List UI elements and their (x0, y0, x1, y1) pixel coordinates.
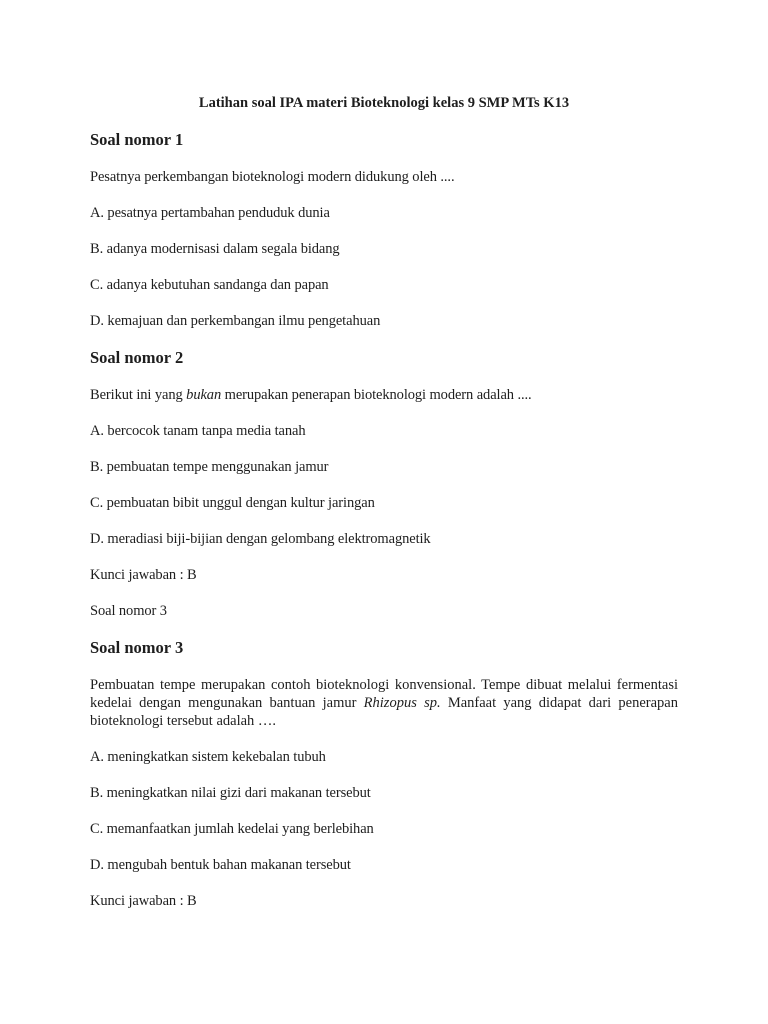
question-2-option-b: B. pembuatan tempe menggunakan jamur (90, 459, 329, 475)
question-3-option-a: A. meningkatkan sistem kekebalan tubuh (90, 749, 326, 765)
question-1-option-a: A. pesatnya pertambahan penduduk dunia (90, 205, 330, 221)
question-3-heading: Soal nomor 3 (90, 638, 184, 657)
question-3-text-pre: Pembuatan tempe merupakan contoh bioteknologi konvensional. Tempe dibuat melalui fermentasi kedelai dengan mengunakan bantuan jamur (90, 677, 678, 711)
document-title: Latihan soal IPA materi Bioteknologi kelas 9 SMP MTs K13 (198, 95, 570, 111)
question-2-heading: Soal nomor 2 (90, 348, 184, 367)
question-3-option-c: C. memanfaatkan jumlah kedelai yang berlebihan (90, 821, 374, 837)
question-1-text: Pesatnya perkembangan bioteknologi modern didukung oleh .... (90, 169, 455, 185)
question-1-heading: Soal nomor 1 (90, 130, 184, 149)
question-2-text-post: merupakan penerapan bioteknologi modern adalah .... (221, 387, 532, 403)
question-3-option-b: B. meningkatkan nilai gizi dari makanan tersebut (90, 785, 371, 801)
question-3-text-post: Manfaat yang didapat dari penerapan bioteknologi tersebut adalah …. (90, 695, 678, 729)
question-2-text-pre: Berikut ini yang (90, 387, 187, 403)
question-2-option-d: D. meradiasi biji-bijian dengan gelombang elektromagnetik (90, 531, 431, 547)
question-1-option-b: B. adanya modernisasi dalam segala bidang (90, 241, 340, 257)
question-2-text-emphasis: bukan (186, 387, 222, 403)
question-2-option-a: A. bercocok tanam tanpa media tanah (90, 423, 306, 439)
question-2-text (90, 386, 532, 404)
question-2-option-c: C. pembuatan bibit unggul dengan kultur jaringan (90, 495, 375, 511)
question-3-text-emphasis: Rhizopus sp. (363, 695, 441, 711)
question-3-answer-key: Kunci jawaban : B (90, 893, 197, 909)
question-1-option-d: D. kemajuan dan perkembangan ilmu pengetahuan (90, 313, 381, 329)
question-2-answer-key: Kunci jawaban : B (90, 567, 197, 583)
question-3-text (90, 676, 678, 730)
question-3-label-plain: Soal nomor 3 (90, 603, 167, 619)
question-3-option-d: D. mengubah bentuk bahan makanan tersebut (90, 857, 351, 873)
question-1-option-c: C. adanya kebutuhan sandanga dan papan (90, 277, 329, 293)
